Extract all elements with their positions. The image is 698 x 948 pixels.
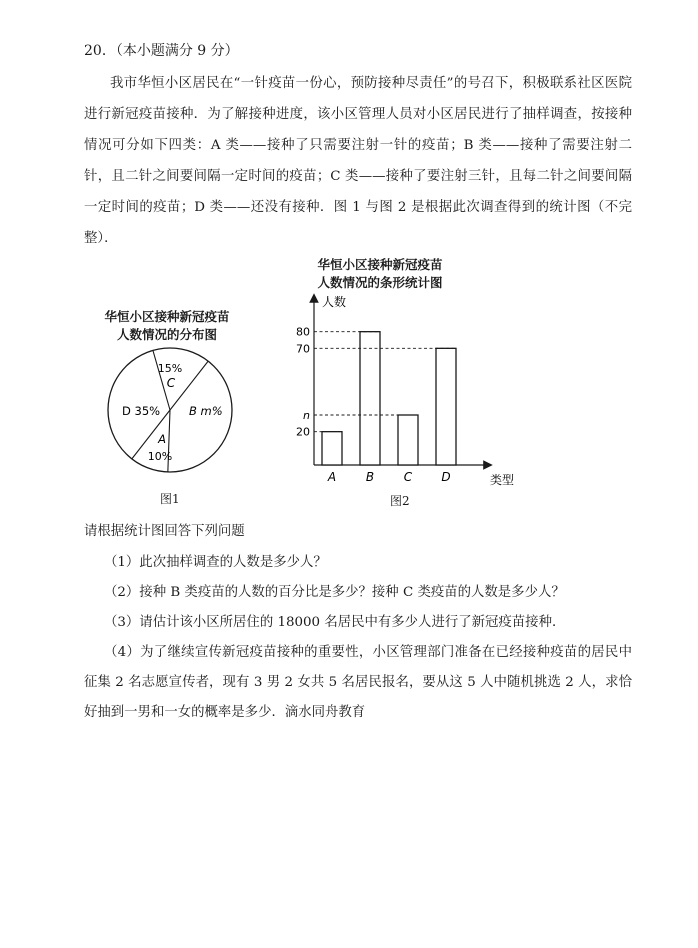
pie-label-a-pct: 10%	[147, 450, 173, 463]
figure2-title-line1: 华恒小区接种新冠疫苗	[317, 257, 443, 272]
bar-x-label: 类型	[490, 473, 515, 487]
sub-questions	[84, 548, 632, 728]
sub-question-4: （4）为了继续宣传新冠疫苗接种的重要性，小区管理部门准备在已经接种疫苗的居民中征集 2 名志愿宣传者，现有 3 男 2 女共 5 名居民报名，要从这 5 人中随机挑选 2 人，求恰好抽到一男和一女的概率是多少．滴水同舟教育	[84, 645, 632, 720]
figure1-title-line2: 人数情况的分布图	[116, 327, 217, 342]
bar-a	[322, 432, 342, 465]
bar-y-tick-70: 70	[296, 342, 310, 356]
bar-category-label-b: B	[365, 470, 375, 484]
question-paragraph	[84, 68, 632, 254]
sub-question-1: （1）此次抽样调查的人数是多少人？	[104, 555, 327, 570]
bar-y-label: 人数	[322, 295, 347, 309]
sub-question-3: （3）请估计该小区所居住的 18000 名居民中有多少人进行了新冠疫苗接种．	[104, 615, 566, 630]
bar-category-label-a: A	[327, 470, 337, 484]
question-text: 我市华恒小区居民在“一针疫苗一份心，预防接种尽责任”的号召下，积极联系社区医院进行新冠疫苗接种．为了解接种进度，该小区管理人员对小区居民进行了抽样调查，按接种情况可分如下四类：A 类——接种了只需要注射一针的疫苗；B 类——接种了需要注射二针，且二针之间要间隔一定时间的疫苗；C 类——接种了要注射三针，且每二针之间要间隔一定时间的疫苗；D 类——还没有接种．图 1 与图 2 是根据此次调查得到的统计图（不完整）．	[84, 76, 632, 246]
bar-category-label-c: C	[403, 470, 413, 484]
figure2-title	[300, 256, 460, 292]
pie-label-a-name: A	[158, 432, 166, 446]
pie-label-d: D 35%	[122, 404, 161, 418]
pie-label-c-name: C	[166, 376, 176, 390]
figure2-title-line2: 人数情况的条形统计图	[317, 275, 443, 290]
sub-question-2: （2）接种 B 类疫苗的人数的百分比是多少？接种 C 类疫苗的人数是多少人？	[104, 585, 565, 600]
bar-category-label-d: D	[441, 470, 451, 484]
bar-y-tick-20: 20	[296, 425, 310, 439]
bar-b	[360, 332, 380, 465]
bar-y-tick-80: 80	[296, 325, 310, 339]
figure1-title	[92, 308, 242, 344]
figure1-title-line1: 华恒小区接种新冠疫苗	[104, 309, 230, 324]
bar-d	[436, 348, 456, 465]
bar-chart	[290, 292, 520, 492]
pie-chart	[100, 345, 240, 475]
figure1-caption: 图1	[160, 492, 180, 506]
answer-prompt: 请根据统计图回答下列问题	[84, 524, 245, 539]
question-header: 20．（本小题满分 9 分）	[84, 43, 239, 59]
bar-y-tick-n: n	[303, 409, 310, 422]
figure2-caption: 图2	[390, 494, 410, 508]
pie-label-c-pct: 15%	[157, 362, 183, 375]
bar-c	[398, 415, 418, 465]
pie-label-b: B m%	[189, 404, 223, 418]
